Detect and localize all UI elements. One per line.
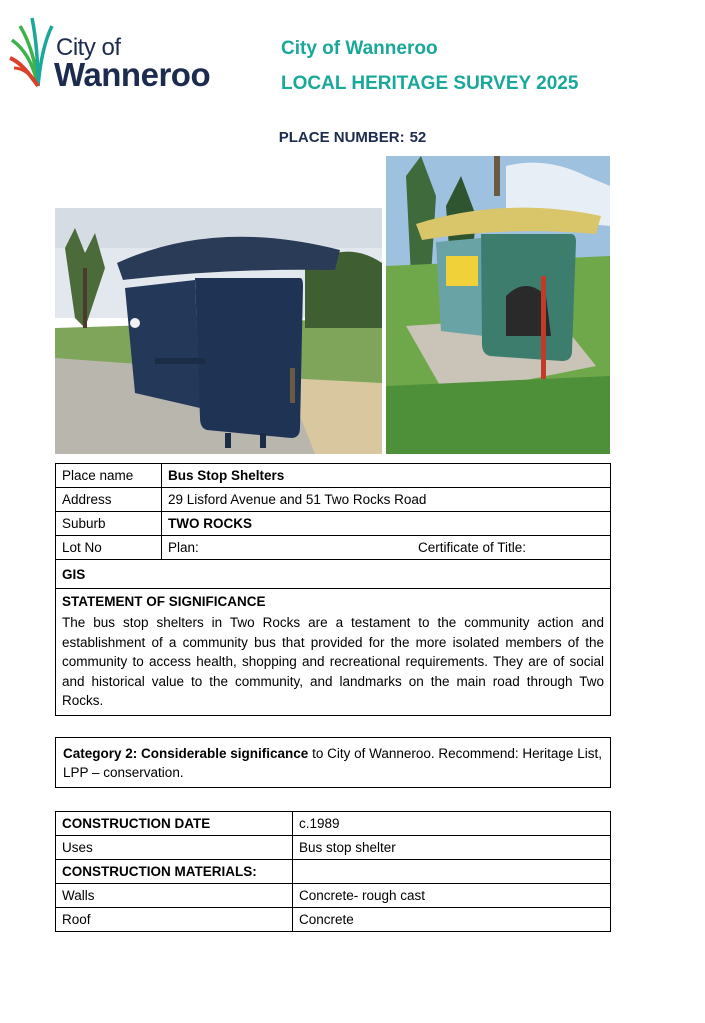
table-row [56,512,611,536]
certificate-of-title-label: Certificate of Title: [417,540,526,555]
address-value: 29 Lisford Avenue and 51 Two Rocks Road [162,488,611,512]
place-number-label: PLACE NUMBER: [278,129,405,146]
table-row [56,589,611,716]
category-level: Category 2: Considerable significance [63,746,309,761]
walls-value: Concrete- rough cast [293,884,611,908]
photo-bus-shelter-blue [55,208,382,454]
plan-label: Plan: [168,540,199,555]
table-row [56,860,611,884]
statement-of-significance [56,589,611,716]
construction-date-value: c.1989 [293,812,611,836]
construction-materials-label: CONSTRUCTION MATERIALS: [56,860,293,884]
uses-label: Uses [56,836,293,860]
category-box [55,737,611,788]
wanneroo-plant-logo-icon [8,12,58,90]
logo-wanneroo: Wanneroo [54,56,211,93]
table-row [56,488,611,512]
header-survey-title: LOCAL HERITAGE SURVEY 2025 [281,73,579,94]
significance-heading: STATEMENT OF SIGNIFICANCE [62,594,266,609]
significance-text: The bus stop shelters in Two Rocks are a testament to the community action and establishment of a community bus that provided for the more isolated members of the community to access health, shopping and recreational requirements. They are of social and historical value to the community, and landmarks on the main road through Two Rocks. [62,615,604,708]
place-name-label: Place name [56,464,162,488]
gis-label: GIS [56,560,611,589]
place-name-value: Bus Stop Shelters [162,464,611,488]
category-recommendation: to City of Wanneroo. Recommend: Heritage List, LPP – conservation. [63,746,602,780]
table-row [56,812,611,836]
header-title: City of Wanneroo [281,38,438,59]
walls-label: Walls [56,884,293,908]
suburb-label: Suburb [56,512,162,536]
table-row [56,536,611,560]
roof-value: Concrete [293,908,611,932]
table-row [56,464,611,488]
construction-date-label: CONSTRUCTION DATE [56,812,293,836]
lot-no-label: Lot No [56,536,162,560]
suburb-value: TWO ROCKS [162,512,611,536]
table-row [56,908,611,932]
construction-table [55,811,611,932]
table-row [56,836,611,860]
table-row [56,560,611,589]
photo-bus-shelter-painted [386,156,610,454]
uses-value: Bus stop shelter [293,836,611,860]
address-label: Address [56,488,162,512]
logo-city-of: City of [56,34,121,61]
roof-label: Roof [56,908,293,932]
table-row [56,884,611,908]
place-number [0,129,705,146]
construction-materials-value [293,860,611,884]
place-details-table [55,463,611,716]
lot-plan-cell [162,536,611,560]
place-number-value: 52 [409,129,427,146]
city-of-wanneroo-logo [8,8,228,93]
